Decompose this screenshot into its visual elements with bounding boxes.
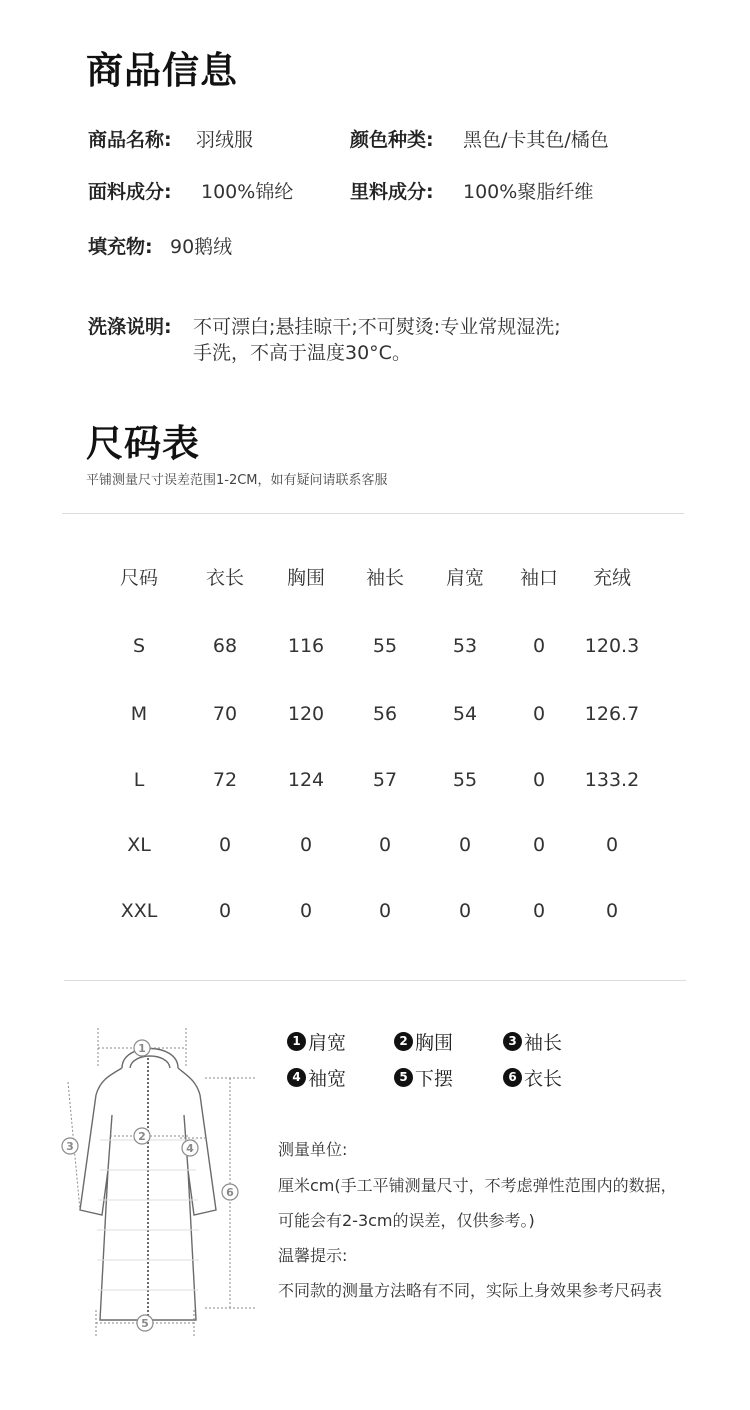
svg-text:1: 1	[138, 1042, 146, 1055]
filling-value: 90鹅绒	[170, 236, 233, 258]
lining-value: 100%聚脂纤维	[463, 181, 594, 203]
product-name-label: 商品名称:	[88, 129, 172, 151]
wash-line-2: 手洗，不高于温度30°C。	[193, 342, 411, 364]
legend-number: 1	[287, 1032, 306, 1051]
size-table-cell: 0	[532, 635, 546, 657]
size-table-header-cell: 衣长	[205, 567, 244, 589]
fabric-value: 100%锦纶	[201, 181, 294, 203]
size-table-header-cell: 充绒	[592, 567, 631, 589]
legend-label: 袖长	[524, 1032, 563, 1054]
legend-number: 5	[394, 1068, 413, 1087]
lining-label: 里料成分:	[350, 181, 434, 203]
svg-text:2: 2	[138, 1130, 146, 1143]
size-table-cell: 54	[452, 703, 478, 725]
legend-item	[503, 1064, 562, 1091]
svg-text:4: 4	[186, 1142, 194, 1155]
size-table-size-cell: XXL	[120, 900, 158, 922]
wash-label: 洗涤说明:	[88, 316, 172, 338]
size-table-header-cell: 胸围	[286, 567, 325, 589]
size-table-size-cell: XL	[127, 834, 151, 856]
size-table-cell: 70	[212, 703, 238, 725]
svg-text:3: 3	[66, 1140, 74, 1153]
unit-line-1: 厘米cm(手工平铺测量尺寸，不考虑弹性范围内的数据，	[278, 1176, 677, 1195]
size-table-cell: 0	[532, 834, 546, 856]
size-table-cell: 0	[532, 769, 546, 791]
product-info-title: 商品信息	[86, 49, 238, 92]
size-table-cell: 55	[452, 769, 478, 791]
divider-bottom	[64, 980, 686, 981]
size-table-size-cell: S	[132, 635, 146, 657]
svg-text:6: 6	[226, 1186, 234, 1199]
color-label: 颜色种类:	[350, 129, 434, 151]
legend-label: 胸围	[415, 1032, 454, 1054]
size-table-cell: 0	[605, 834, 619, 856]
legend-item	[503, 1028, 562, 1055]
size-table-header-cell: 肩宽	[445, 567, 484, 589]
size-table-cell: 0	[605, 900, 619, 922]
legend-label: 衣长	[524, 1068, 563, 1090]
size-table-cell: 124	[287, 769, 325, 791]
size-table-size-cell: L	[133, 769, 145, 791]
size-table-cell: 0	[299, 834, 313, 856]
size-chart-subtitle: 平铺测量尺寸误差范围1-2CM，如有疑问请联系客服	[86, 473, 388, 488]
size-table-cell: 57	[372, 769, 398, 791]
size-table-cell: 120	[287, 703, 325, 725]
size-table-cell: 0	[378, 834, 392, 856]
size-table-cell: 0	[378, 900, 392, 922]
legend-number: 3	[503, 1032, 522, 1051]
legend-label: 袖宽	[308, 1068, 347, 1090]
size-table-cell: 0	[218, 900, 232, 922]
size-table-header-cell: 袖长	[365, 567, 404, 589]
legend-label: 下摆	[415, 1068, 454, 1090]
size-table-cell: 133.2	[584, 769, 640, 791]
filling-label: 填充物:	[88, 236, 153, 258]
size-table-cell: 0	[458, 834, 472, 856]
size-table-cell: 55	[372, 635, 398, 657]
size-table-cell: 0	[458, 900, 472, 922]
legend-label: 肩宽	[308, 1032, 347, 1054]
size-table-header-cell: 袖口	[519, 567, 558, 589]
size-table-cell: 0	[299, 900, 313, 922]
product-name-value: 羽绒服	[196, 129, 254, 151]
legend-item	[394, 1064, 453, 1091]
size-table-cell: 0	[532, 703, 546, 725]
legend-item	[394, 1028, 453, 1055]
size-table-size-cell: M	[130, 703, 148, 725]
size-table-cell: 53	[452, 635, 478, 657]
fabric-label: 面料成分:	[88, 181, 172, 203]
size-table-cell: 120.3	[584, 635, 640, 657]
size-table-cell: 116	[287, 635, 325, 657]
size-chart-title: 尺码表	[86, 422, 200, 465]
size-table-cell: 56	[372, 703, 398, 725]
color-value: 黑色/卡其色/橘色	[463, 129, 609, 151]
legend-number: 2	[394, 1032, 413, 1051]
legend-number: 6	[503, 1068, 522, 1087]
tip-text: 不同款的测量方法略有不同，实际上身效果参考尺码表	[278, 1281, 663, 1300]
size-table-cell: 68	[212, 635, 238, 657]
size-table-cell: 126.7	[584, 703, 640, 725]
legend-item	[287, 1064, 346, 1091]
wash-line-1: 不可漂白;悬挂晾干;不可熨烫:专业常规湿洗;	[193, 316, 561, 338]
coat-measurement-diagram	[50, 1020, 265, 1345]
size-table-cell: 0	[532, 900, 546, 922]
legend-number: 4	[287, 1068, 306, 1087]
size-table-header-cell: 尺码	[119, 567, 158, 589]
unit-title: 测量单位:	[278, 1140, 348, 1159]
tip-title: 温馨提示:	[278, 1246, 348, 1265]
size-table-cell: 72	[212, 769, 238, 791]
divider-top	[62, 513, 684, 514]
diagram-markers	[62, 1040, 238, 1331]
size-table-cell: 0	[218, 834, 232, 856]
unit-line-2: 可能会有2-3cm的误差，仅供参考。)	[278, 1211, 535, 1230]
legend-item	[287, 1028, 346, 1055]
svg-text:5: 5	[141, 1317, 149, 1330]
measure-lines	[68, 1028, 255, 1338]
